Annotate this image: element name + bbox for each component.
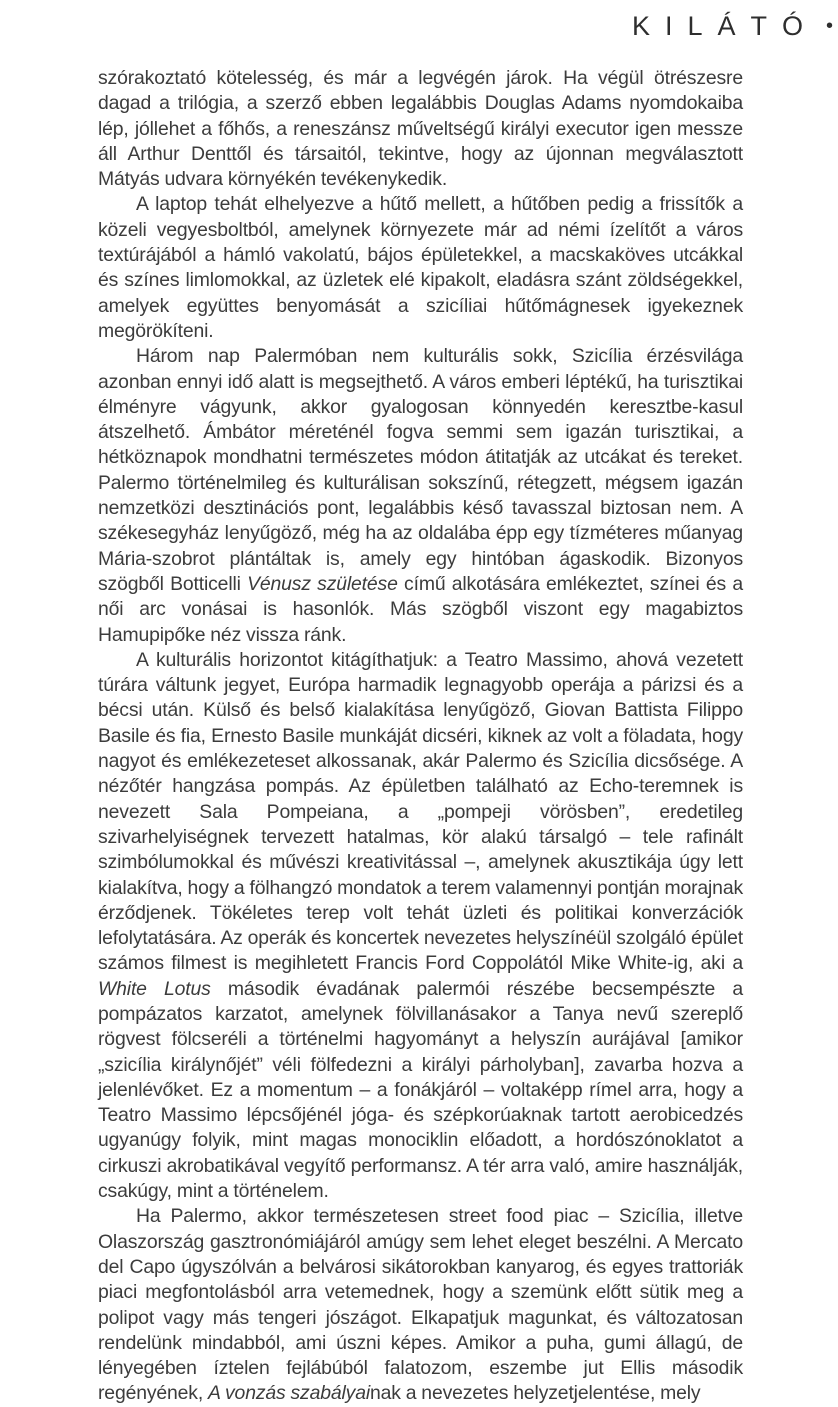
text-run: A kulturális horizontot kitágíthatjuk: a Teatro Massimo, ahová vezetett túrára váltunk jegyet, Európa harmadik legnagyobb operája a párizsi és a bécsi után. Külső és belső kialakítása lenyűgöző, Giovan Battista Filippo Basile és fia, Ernesto Basile munkáját dicséri, kiknek az volt a föladata, hogy nagyot és emlékezeteset alkossanak, akár Palermo és Szicília dicsősége. A nézőtér hangzása pompás. Az épületben található az Echo-teremnek is nevezett Sala Pompeiana, a „pompeji vörösben”, eredetileg szivarhelyiségnek tervezett hatalmas, kör alakú társalgó – tele rafinált szimbólumokkal és művészi kreativitással –, amelynek akusztikája úgy lett kialakítva, hogy a fölhangzó mondatok a terem valamennyi pontján morajnak érződjenek. Tökéletes terep volt tehát üzleti és politikai konverzációk lefolytatására. Az operák és koncertek nevezetes helyszínéül szolgáló épület számos filmest is megihletett Francis Ford Coppolától Mike White-ig, aki a [98,648,743,975]
section-title: KILÁTÓ [631,11,818,41]
text-run: nak a nevezetes helyzetjelentése, mely [369,1382,701,1405]
paragraph [98,66,743,192]
text-run: A laptop tehát elhelyezve a hűtő mellett, a hűtőben pedig a frissítők a közeli vegyesboltból, amelynek környezete már ad némi ízelítőt a város textúrájából a hámló vakolatú, bájos épületekkel, a macskaköves utcákkal és színes limlomokkal, az üzletek elé kipakolt, eladásra szánt zöldségekkel, amelyek együttes benyomását a szicíliai hűtőmágnesek igyekeznek megörökíteni. [98,193,743,342]
article-body [98,66,743,1405]
bullet-icon: • [825,15,833,37]
italic-text-run: Vénusz születése [247,572,398,595]
text-run: Ha Palermo, akkor természetesen street food piac – Szicília, illetve Olaszország gasztronómiájáról amúgy sem lehet eleget beszélni. A Mercato del Capo úgyszólván a belvárosi sikátorokban kanyarog, és egyes trattoriák piaci megfontolásból arra vetemednek, hogy a szemünk előtt sütik meg a polipot vagy más tengeri jószágot. Elkapatjuk magunkat, és változatosan rendelünk mindabból, ami úszni képes. Amikor a puha, gumi állagú, de lényegében íztelen fejlábúból falatozom, eszembe jut Ellis második regényének, [98,1205,743,1405]
paragraph [98,344,743,648]
italic-text-run: White Lotus [98,977,211,1000]
text-run: szórakoztató kötelesség, és már a legvégén járok. Ha végül ötrészesre dagad a trilógia, a szerző ebben legalábbis Douglas Adams nyomdokaiba lép, jóllehet a főhős, a reneszánsz műveltségű királyi executor igen messze áll Arthur Denttől és társaitól, tekintve, hogy az újonnan megválasztott Mátyás udvara környékén tevékenykedik. [98,67,743,191]
page-header [632,10,833,42]
italic-text-run: A vonzás szabályai [208,1382,370,1405]
paragraph [98,648,743,1205]
text-run: Három nap Palermóban nem kulturális sokk, Szicília érzésvilága azonban ennyi idő alatt is megsejthető. A város emberi léptékű, ha turisztikai élményre vágyunk, akkor gyalogosan könnyedén keresztbe-kasul átszelhető. Ámbátor méreténél fogva semmi sem igazán turisztikai, a hétköznapok mondhatni természetes módon átitatják az utcákat és tereket. Palermo történelmileg és kulturálisan sokszínű, rétegzett, mégsem igazán nemzetközi desztinációs pont, legalábbis késő tavasszal biztosan nem. A székesegyház lenyűgöző, még ha az oldalába épp egy tízméteres műanyag Mária-szobrot plántáltak is, amely egy hintóban ágaskodik. Bizonyos szögből Botticelli [98,345,743,595]
paragraph [98,192,743,344]
paragraph [98,1204,743,1406]
text-run: második évadának palermói részébe becsempészte a pompázatos karzatot, amelynek fölvillanásakor a Tanya nevű szereplő rögvest fölcseréli a történelmi hagyományt a helyszín aurájával [amikor „szicília királynőjét” véli fölfedezni a királyi párholyban], zavarba hozva a jelenlévőket. Ez a momentum – a fonákjáról – voltaképp rímel arra, hogy a Teatro Massimo lépcsőjénél jóga- és szépkorúaknak tartott aerobicedzés ugyanúgy folyik, mint magas monociklin előadott, a hordószónoklatot a cirkuszi akrobatikával vegyítő performansz. A tér arra való, amire használják, csakúgy, mint a történelem. [98,977,743,1203]
text-run: című alkotására emlékeztet, színei és a női arc vonásai is hasonlók. Más szögből viszont egy magabiztos Hamupipőke néz vissza ránk. [98,572,743,646]
